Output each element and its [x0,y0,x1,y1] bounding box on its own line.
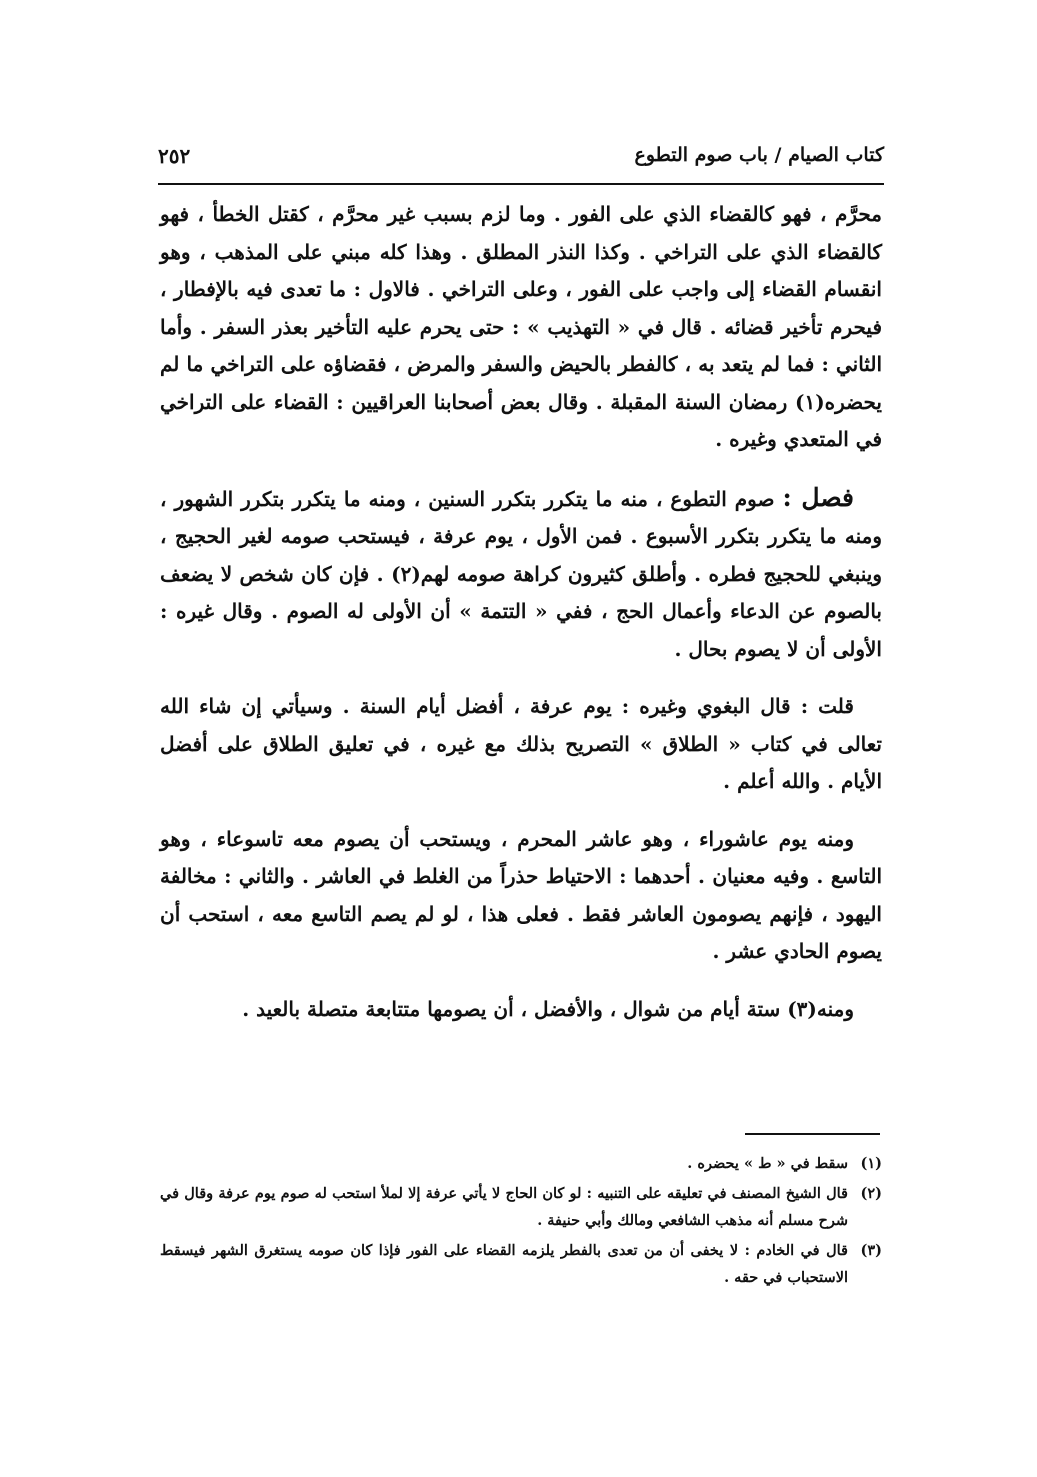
paragraph-3 [160,688,882,801]
footnote-text: قال الشيخ المصنف في تعليقه على التنبيه : لو كان الحاج لا يأتي عرفة إلا لملأ استحب له صوم يوم عرفة وقال في شرح مسلم أنه مذهب الشافعي ومالك وأبي حنيفة . [160,1185,848,1229]
paragraph-1-text: محرَّم ، فهو كالقضاء الذي على الفور . وما لزم بسبب غير محرَّم ، كقتل الخطأ ، فهو كالقضاء الذي على التراخي . وكذا النذر المطلق . وهذا كله مبني على المذهب ، وهو انقسام القضاء إلى واجب على الفور ، وعلى التراخي . فالاول : ما تعدى فيه بالإفطار ، فيحرم تأخير قضائه . قال في « التهذيب » : حتى يحرم عليه التأخير بعذر السفر . وأما الثاني : فما لم يتعد به ، كالفطر بالحيض والسفر والمرض ، فقضاؤه على التراخي ما لم يحضره(١) رمضان السنة المقبلة . وقال بعض أصحابنا العراقيين : القضاء على التراخي في المتعدي وغيره . [160,202,882,451]
footnote-divider [745,1133,880,1135]
main-text [160,196,882,1028]
paragraph-2 [160,479,882,669]
footnote-3 [160,1237,882,1291]
paragraph-gap [160,668,882,688]
section-heading-fasl: فصل : [782,482,854,512]
page-header [158,140,884,182]
paragraph-gap [160,801,882,821]
footnote-text: قال في الخادم : لا يخفى أن من تعدى بالفطر يلزمه القضاء على الفور فإذا كان صومه يستغرق الشهر فيسقط الاستحباب في حقه . [160,1242,848,1286]
footnote-text: سقط في « ط » يحضره . [687,1155,848,1172]
paragraph-2-text: صوم التطوع ، منه ما يتكرر بتكرر السنين ، ومنه ما يتكرر بتكرر الشهور ، ومنه ما يتكرر بتكرر الأسبوع . فمن الأول ، يوم عرفة ، فيستحب صومه لغير الحجيج ، وينبغي للحجيج فطره . وأطلق كثيرون كراهة صومه لهم(٢) . فإن كان شخص لا يضعف بالصوم عن الدعاء وأعمال الحج ، ففي « التتمة » أن الأولى له الصوم . وقال غيره : الأولى أن لا يصوم بحال . [160,486,882,661]
paragraph-1 [160,196,882,459]
footnote-number: (٢) [860,1185,882,1202]
footnote-number: (٣) [860,1242,882,1259]
footnote-1 [160,1150,882,1177]
footnote-number: (١) [860,1155,882,1172]
paragraph-5 [160,991,882,1029]
header-divider [158,183,884,185]
paragraph-gap [160,971,882,991]
running-title: كتاب الصيام / باب صوم التطوع [634,144,884,166]
paragraph-3-text: قلت : قال البغوي وغيره : يوم عرفة ، أفضل أيام السنة . وسيأتي إن شاء الله تعالى في كتاب « الطلاق » التصريح بذلك مع غيره ، في تعليق الطلاق على أفضل الأيام . والله أعلم . [160,694,882,793]
paragraph-4 [160,821,882,971]
paragraph-4-text: ومنه يوم عاشوراء ، وهو عاشر المحرم ، ويستحب أن يصوم معه تاسوعاء ، وهو التاسع . وفيه معنيان . أحدهما : الاحتياط حذراً من الغلط في العاشر . والثاني : مخالفة اليهود ، فإنهم يصومون العاشر فقط . فعلى هذا ، لو لم يصم التاسع معه ، استحب أن يصوم الحادي عشر . [160,826,882,963]
footnote-2 [160,1180,882,1234]
footnotes [160,1150,882,1294]
page-number: ٢٥٢ [158,144,191,168]
paragraph-5-text: ومنه(٣) ستة أيام من شوال ، والأفضل ، أن يصومها متتابعة متصلة بالعيد . [242,996,854,1021]
paragraph-gap [160,459,882,479]
